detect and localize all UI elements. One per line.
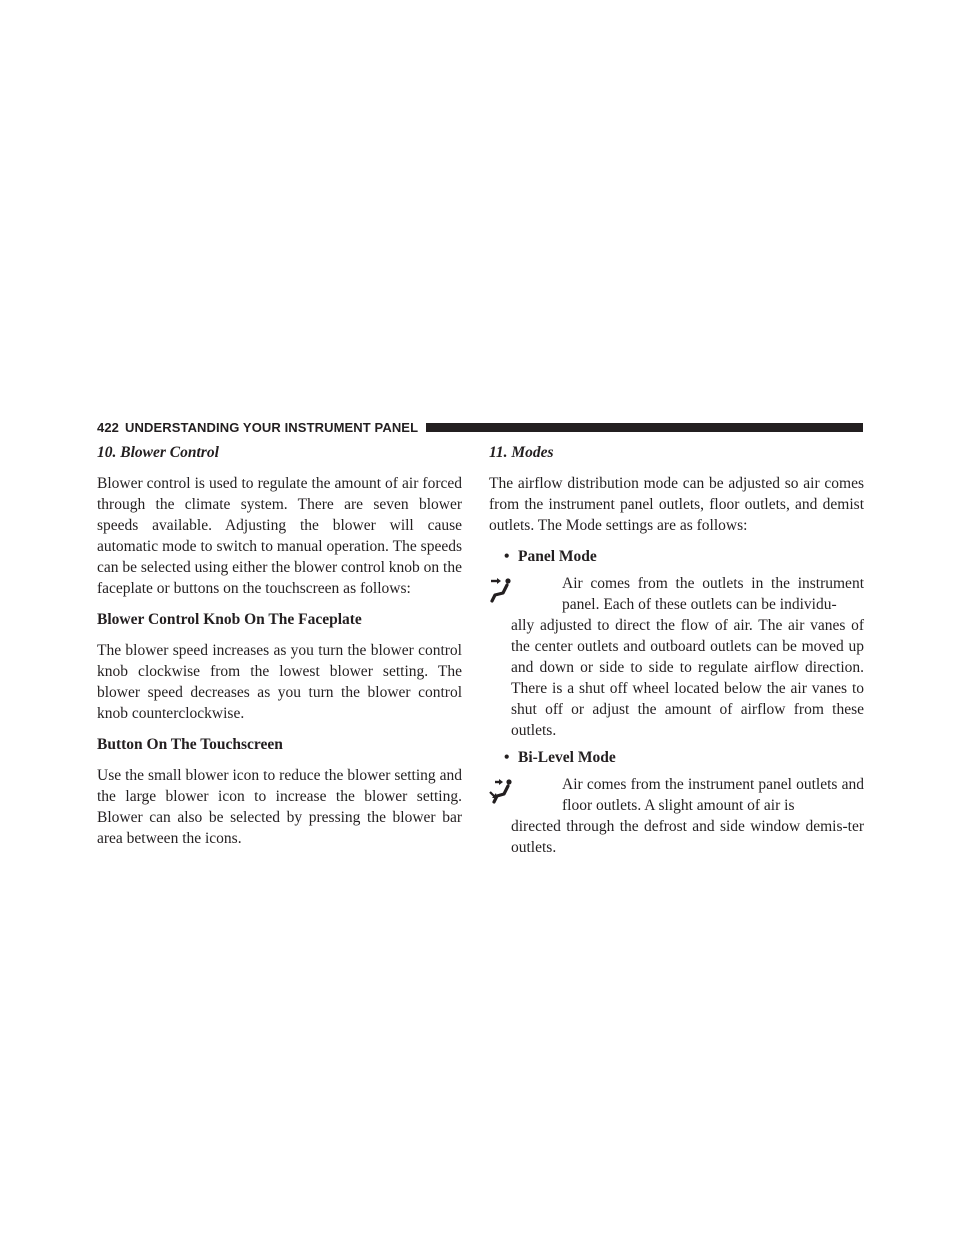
modes-heading: 11. Modes bbox=[489, 444, 554, 461]
page-number: 422 bbox=[97, 419, 119, 435]
panel-mode-block bbox=[489, 573, 864, 741]
knob-heading: Blower Control Knob On The Faceplate bbox=[97, 611, 362, 628]
button-text: Use the small blower icon to reduce the blower setting and the large blower icon to increase the blower setting. Blower can also be selected by pressing the blower bar area between the icons. bbox=[97, 767, 462, 847]
header-rule bbox=[426, 423, 863, 432]
bi-level-mode-block bbox=[489, 774, 864, 858]
bullet: • bbox=[504, 548, 510, 565]
bi-level-mode-label: • Bi-Level Mode bbox=[504, 749, 616, 766]
panel-mode-text: Air comes from the outlets in the instrument panel. Each of these outlets can be individu- ally adjusted to direct the flow of air. The air vanes of the center outlets and outboard outlets can be moved up and down or side to side to regulate airflow direction. There is a shut off wheel located below the air vanes to shut off or adjust the amount of airflow from these outlets. bbox=[511, 575, 864, 739]
button-heading: Button On The Touchscreen bbox=[97, 736, 283, 753]
left-column bbox=[97, 442, 462, 859]
section-title: UNDERSTANDING YOUR INSTRUMENT PANEL bbox=[125, 419, 419, 435]
bi-level-mode-icon bbox=[489, 778, 515, 804]
panel-mode-label: • Panel Mode bbox=[504, 548, 597, 565]
modes-intro: The airflow distribution mode can be adjusted so air comes from the instrument panel outlets, floor outlets, and demist outlets. The Mode settings are as follows: bbox=[489, 475, 864, 534]
right-column bbox=[489, 442, 864, 864]
bi-level-mode-text: Air comes from the instrument panel outlets and floor outlets. A slight amount of air is directed through the defrost and side window demis-ter outlets. bbox=[511, 776, 864, 856]
knob-text: The blower speed increases as you turn the blower control knob clockwise from the lowest blower setting. The blower speed decreases as you turn the blower control knob counterclockwise. bbox=[97, 642, 462, 722]
blower-control-intro: Blower control is used to regulate the amount of air forced through the climate system. There are seven blower speeds available. Adjusting the blower will cause automatic mode to switch to manual operation. The speeds can be selected using either the blower control knob on the faceplate or buttons on the touchscreen as follows: bbox=[97, 475, 462, 597]
page-header bbox=[97, 417, 863, 437]
panel-mode-icon bbox=[489, 577, 515, 603]
bullet: • bbox=[504, 749, 510, 766]
blower-control-heading: 10. Blower Control bbox=[97, 444, 219, 461]
